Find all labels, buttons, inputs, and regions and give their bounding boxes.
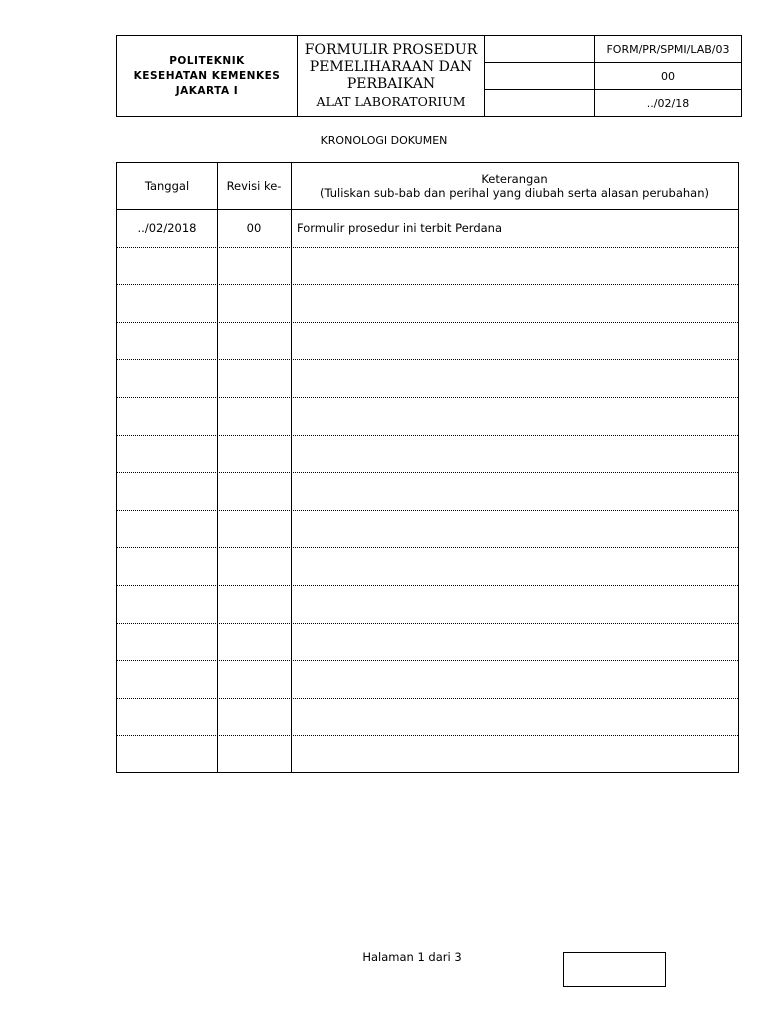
institution-line-3: JAKARTA I [175, 84, 239, 97]
cell-revision [217, 472, 291, 509]
cell-date [117, 547, 217, 584]
cell-revision [217, 623, 291, 660]
cell-notes [297, 735, 738, 772]
header-revision: Revisi ke- [226, 179, 282, 193]
header-date: Tanggal [144, 179, 190, 193]
cell-notes [297, 359, 738, 396]
title-line-1: FORMULIR PROSEDUR [304, 42, 478, 58]
form-title [297, 36, 485, 116]
chronology-title: KRONOLOGI DOKUMEN [320, 134, 448, 147]
cell-revision [217, 585, 291, 622]
institution-line-1: POLITEKNIK [169, 54, 245, 67]
cell-date [117, 660, 217, 697]
cell-revision [217, 435, 291, 472]
document-header [116, 35, 742, 117]
cell-date [117, 698, 217, 735]
cell-date [117, 247, 217, 284]
cell-date: ../02/2018 [137, 220, 197, 235]
issue-date: ../02/18 [646, 97, 690, 110]
cell-notes [297, 660, 738, 697]
title-line-4: ALAT LABORATORIUM [316, 94, 466, 109]
cell-date [117, 472, 217, 509]
page-box [563, 952, 666, 987]
cell-revision: 00 [246, 220, 262, 235]
cell-date [117, 585, 217, 622]
form-code: FORM/PR/SPMI/LAB/03 [606, 43, 730, 56]
cell-notes [297, 698, 738, 735]
revision-table [116, 162, 739, 773]
header-blank-cell-2 [485, 63, 595, 90]
cell-revision [217, 510, 291, 547]
cell-revision [217, 660, 291, 697]
institution-name [117, 36, 297, 116]
cell-notes [297, 435, 738, 472]
header-notes-hint: (Tuliskan sub-bab dan perihal yang diubah serta alasan perubahan) [320, 186, 709, 200]
cell-date [117, 623, 217, 660]
column-divider [291, 163, 292, 772]
cell-revision [217, 547, 291, 584]
header-blank-cell-1 [485, 36, 595, 63]
cell-date [117, 359, 217, 396]
cell-date [117, 510, 217, 547]
cell-notes [297, 247, 738, 284]
cell-date [117, 735, 217, 772]
cell-revision [217, 735, 291, 772]
header-blank-cell-3 [485, 90, 595, 117]
revision-number: 00 [661, 70, 675, 83]
cell-date [117, 435, 217, 472]
title-line-2: PEMELIHARAAN DAN [309, 59, 473, 75]
cell-date [117, 284, 217, 321]
cell-notes [297, 547, 738, 584]
cell-notes [297, 284, 738, 321]
cell-notes: Formulir prosedur ini terbit Perdana [297, 220, 502, 235]
cell-notes [297, 472, 738, 509]
cell-revision [217, 397, 291, 434]
header-notes [291, 163, 738, 209]
cell-notes [297, 322, 738, 359]
page-number: Halaman 1 dari 3 [362, 950, 462, 964]
cell-notes [297, 585, 738, 622]
cell-revision [217, 698, 291, 735]
cell-notes [297, 510, 738, 547]
cell-revision [217, 247, 291, 284]
cell-notes [297, 397, 738, 434]
cell-date [117, 397, 217, 434]
cell-date [117, 322, 217, 359]
header-notes-title: Keterangan [481, 172, 548, 186]
cell-notes [297, 623, 738, 660]
title-line-3: PERBAIKAN [346, 76, 436, 92]
cell-revision [217, 359, 291, 396]
cell-revision [217, 322, 291, 359]
institution-line-2: KESEHATAN KEMENKES [133, 69, 281, 82]
cell-revision [217, 284, 291, 321]
